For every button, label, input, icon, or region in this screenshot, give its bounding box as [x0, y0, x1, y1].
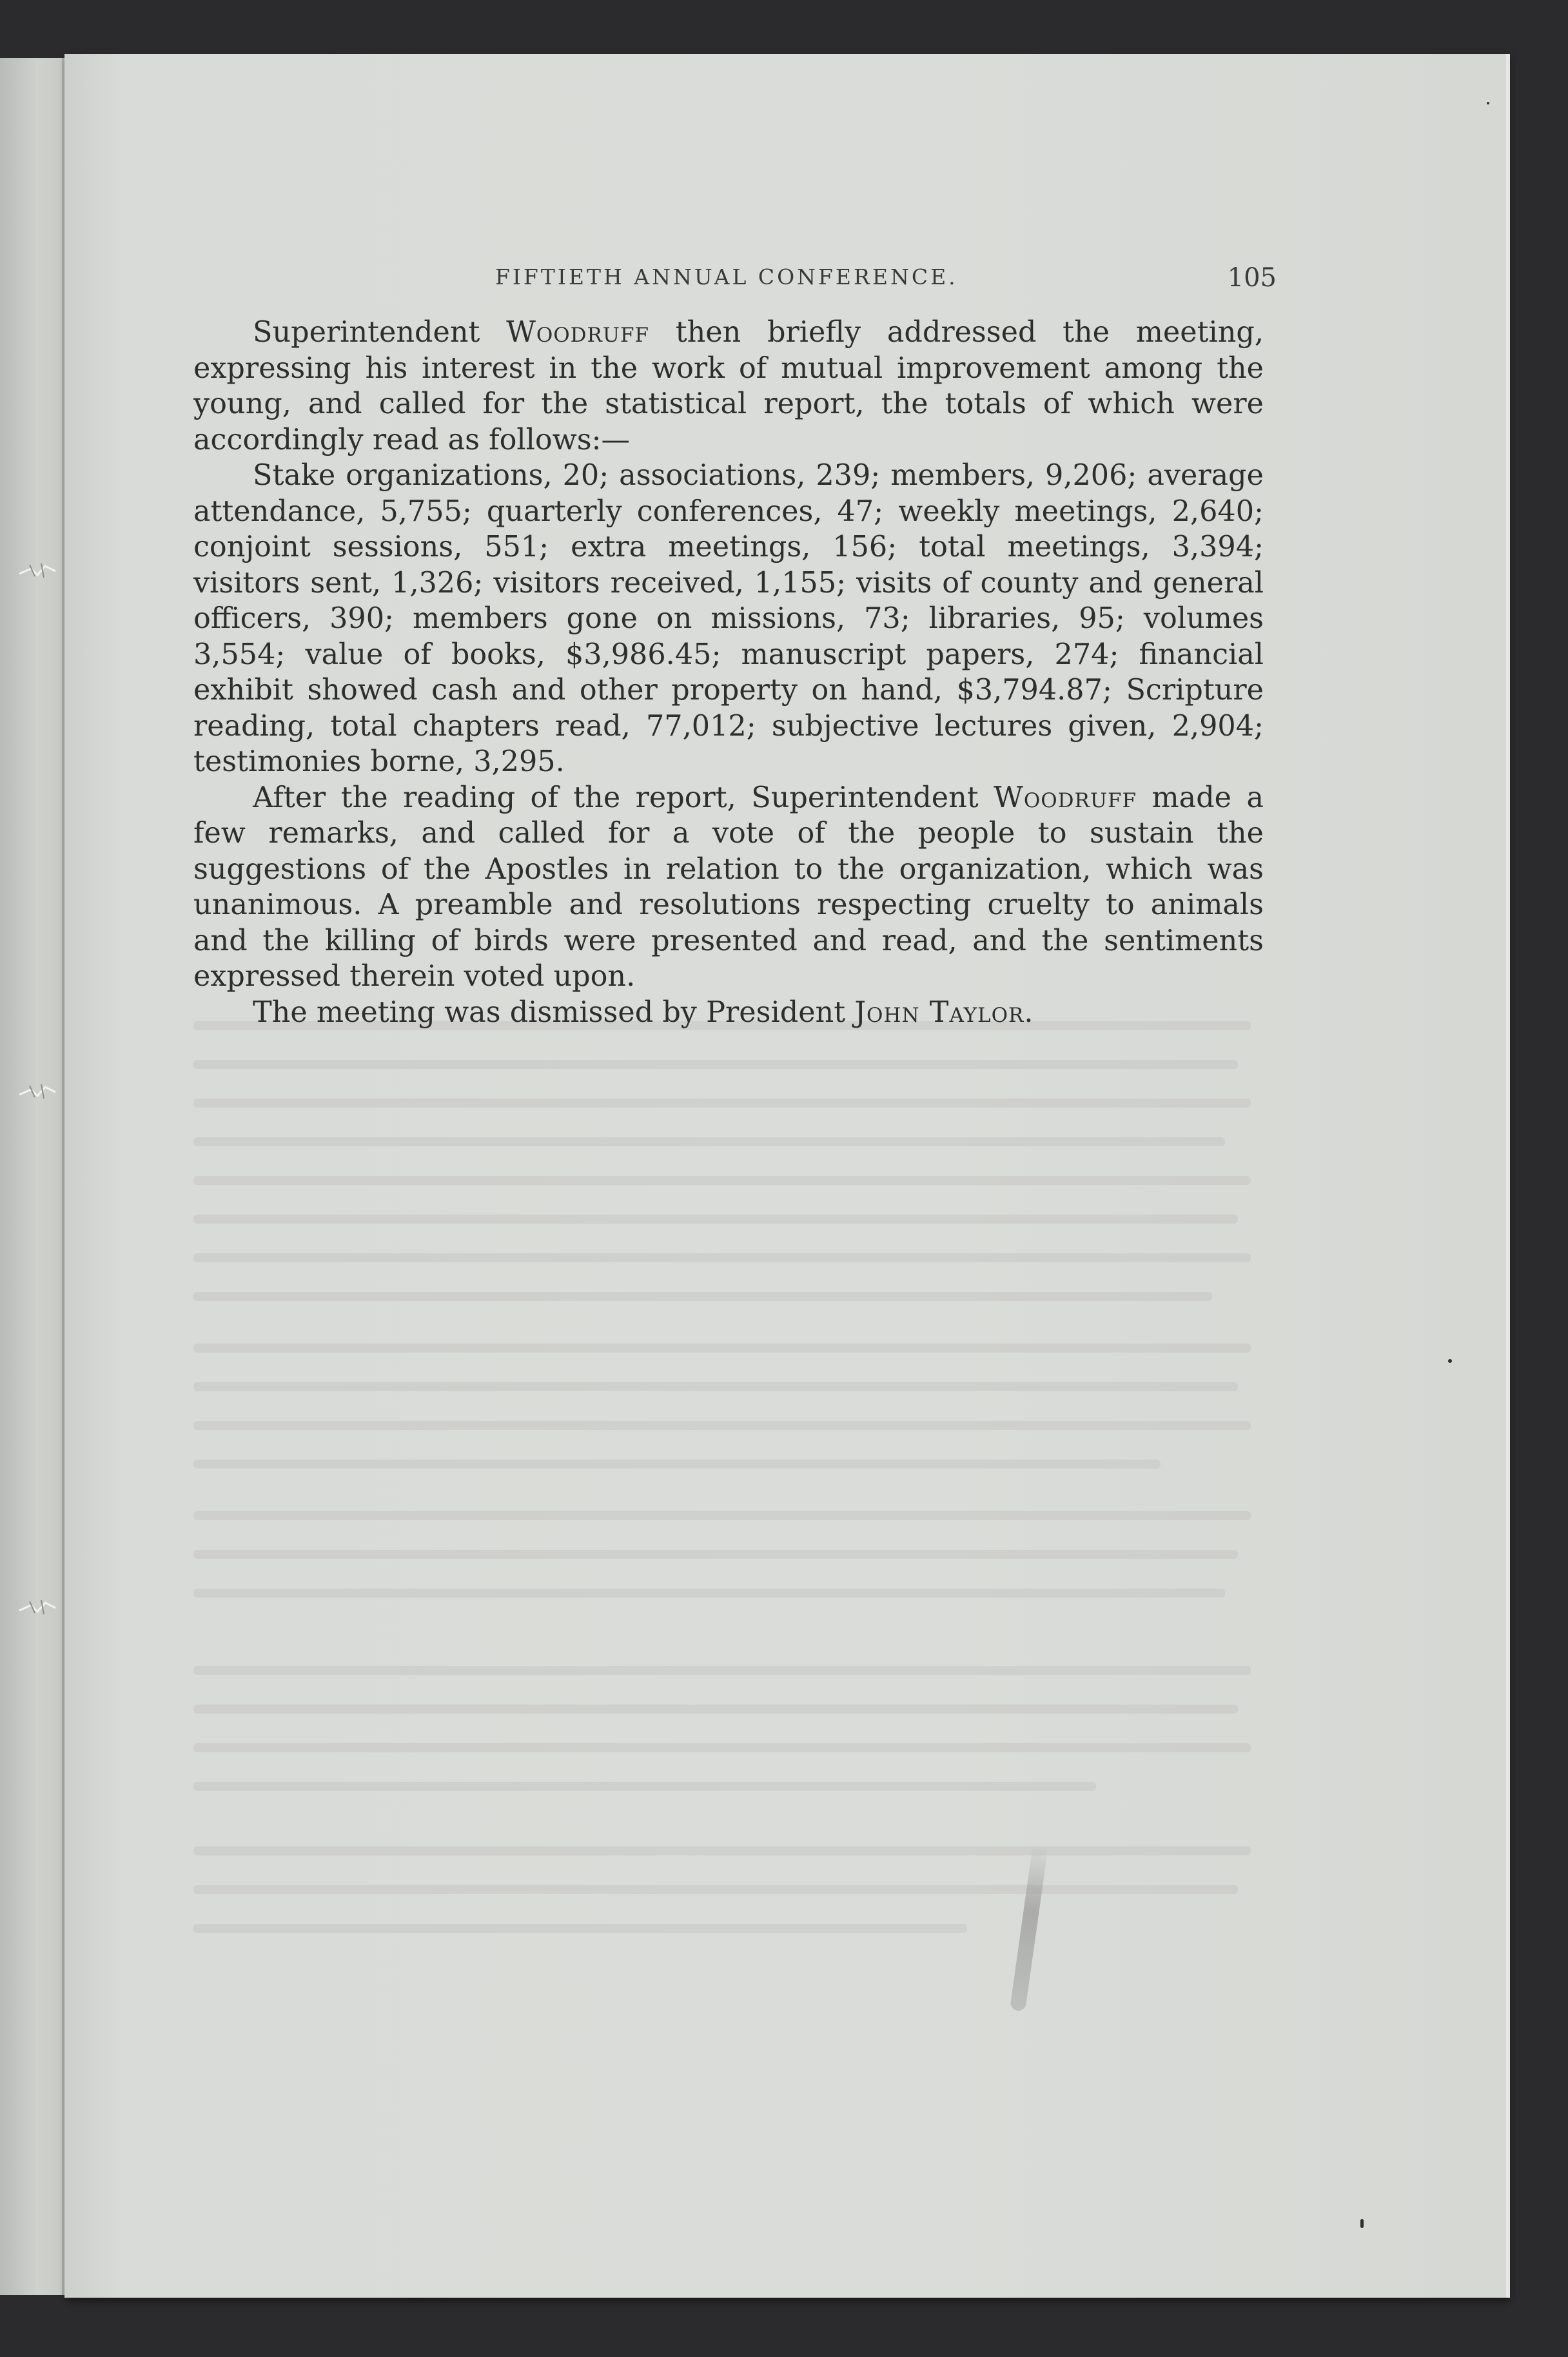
ink-speck: [1487, 102, 1489, 104]
show-through-line: [193, 1924, 967, 1933]
paragraph: [193, 780, 1264, 995]
show-through-line: [193, 1511, 1251, 1520]
show-through-line: [193, 1292, 1212, 1301]
paragraph-text: made a few remarks, and called for a vote of the people to sustain the suggestions of the Apostles in relation to the organization, which was unanimous. A preamble and resolutions respecting cruelty to animals and the killing of birds were presented and read, and the sentiments expressed therein voted upon.: [193, 781, 1264, 993]
paragraph: [193, 458, 1264, 780]
paragraph-text: Superintendent: [253, 316, 507, 349]
person-name: John Taylor: [854, 995, 1024, 1029]
show-through-line: [193, 1421, 1251, 1430]
show-through-line: [193, 1137, 1225, 1146]
paragraph-text: .: [1024, 995, 1034, 1029]
show-through-line: [193, 1460, 1161, 1469]
show-through-line: [193, 1846, 1251, 1855]
show-through-line: [193, 1215, 1238, 1224]
paragraph: [193, 315, 1264, 458]
show-through-line: [193, 1253, 1251, 1262]
paragraph-text: then briefly addressed the meeting, expressing his interest in the work of mutual improvement among the young, and called for the statistical report, the totals of which were accordingly read as follows:—: [193, 316, 1264, 456]
show-through-line: [193, 1782, 1096, 1791]
show-through-line: [193, 1550, 1238, 1559]
body-text: [193, 315, 1264, 1030]
page-header: [451, 264, 1289, 303]
show-through-line: [193, 1382, 1238, 1391]
show-through-line: [193, 1885, 1238, 1894]
ink-speck: [1360, 2219, 1364, 2228]
show-through-line: [193, 1589, 1225, 1598]
show-through-line: [193, 1344, 1251, 1353]
show-through-line: [193, 1060, 1238, 1069]
paragraph: [193, 995, 1264, 1031]
show-through-line: [193, 1705, 1238, 1714]
paragraph-text: Stake organizations, 20; associations, 239; members, 9,206; average attendance, 5,755; quarterly conferences, 47; weekly meetings, 2,640; conjoint sessions, 551; extra meetings, 156; total meetings, 3,394; visitors sent, 1,326; visitors received, 1,155; visits of county and general officers, 390; members gone on missions, 73; libraries, 95; volumes 3,554; value of books, $3,986.45; manuscript papers, 274; financial exhibit showed cash and other property on hand, $3,794.87; Scripture reading, total chapters read, 77,012; subjective lectures given, 2,904; testimonies borne, 3,295.: [193, 459, 1264, 778]
show-through-line: [193, 1666, 1251, 1675]
ink-speck: [1448, 1359, 1452, 1363]
person-name: Woodruff: [506, 316, 650, 349]
show-through-line: [193, 1176, 1251, 1185]
binding-stitch: [18, 562, 57, 579]
paragraph-text: The meeting was dismissed by President: [253, 995, 855, 1029]
binding-stitch: [18, 1083, 57, 1100]
paragraph-text: After the reading of the report, Superintendent: [253, 781, 994, 814]
show-through-line: [193, 1743, 1251, 1752]
person-name: Woodruff: [994, 781, 1137, 814]
page-edge-highlight: [1506, 54, 1510, 2298]
show-through-line: [193, 1099, 1251, 1108]
page-number: 105: [1227, 263, 1277, 293]
binding-stitch: [18, 1599, 57, 1616]
running-head: FIFTIETH ANNUAL CONFERENCE.: [495, 264, 958, 289]
